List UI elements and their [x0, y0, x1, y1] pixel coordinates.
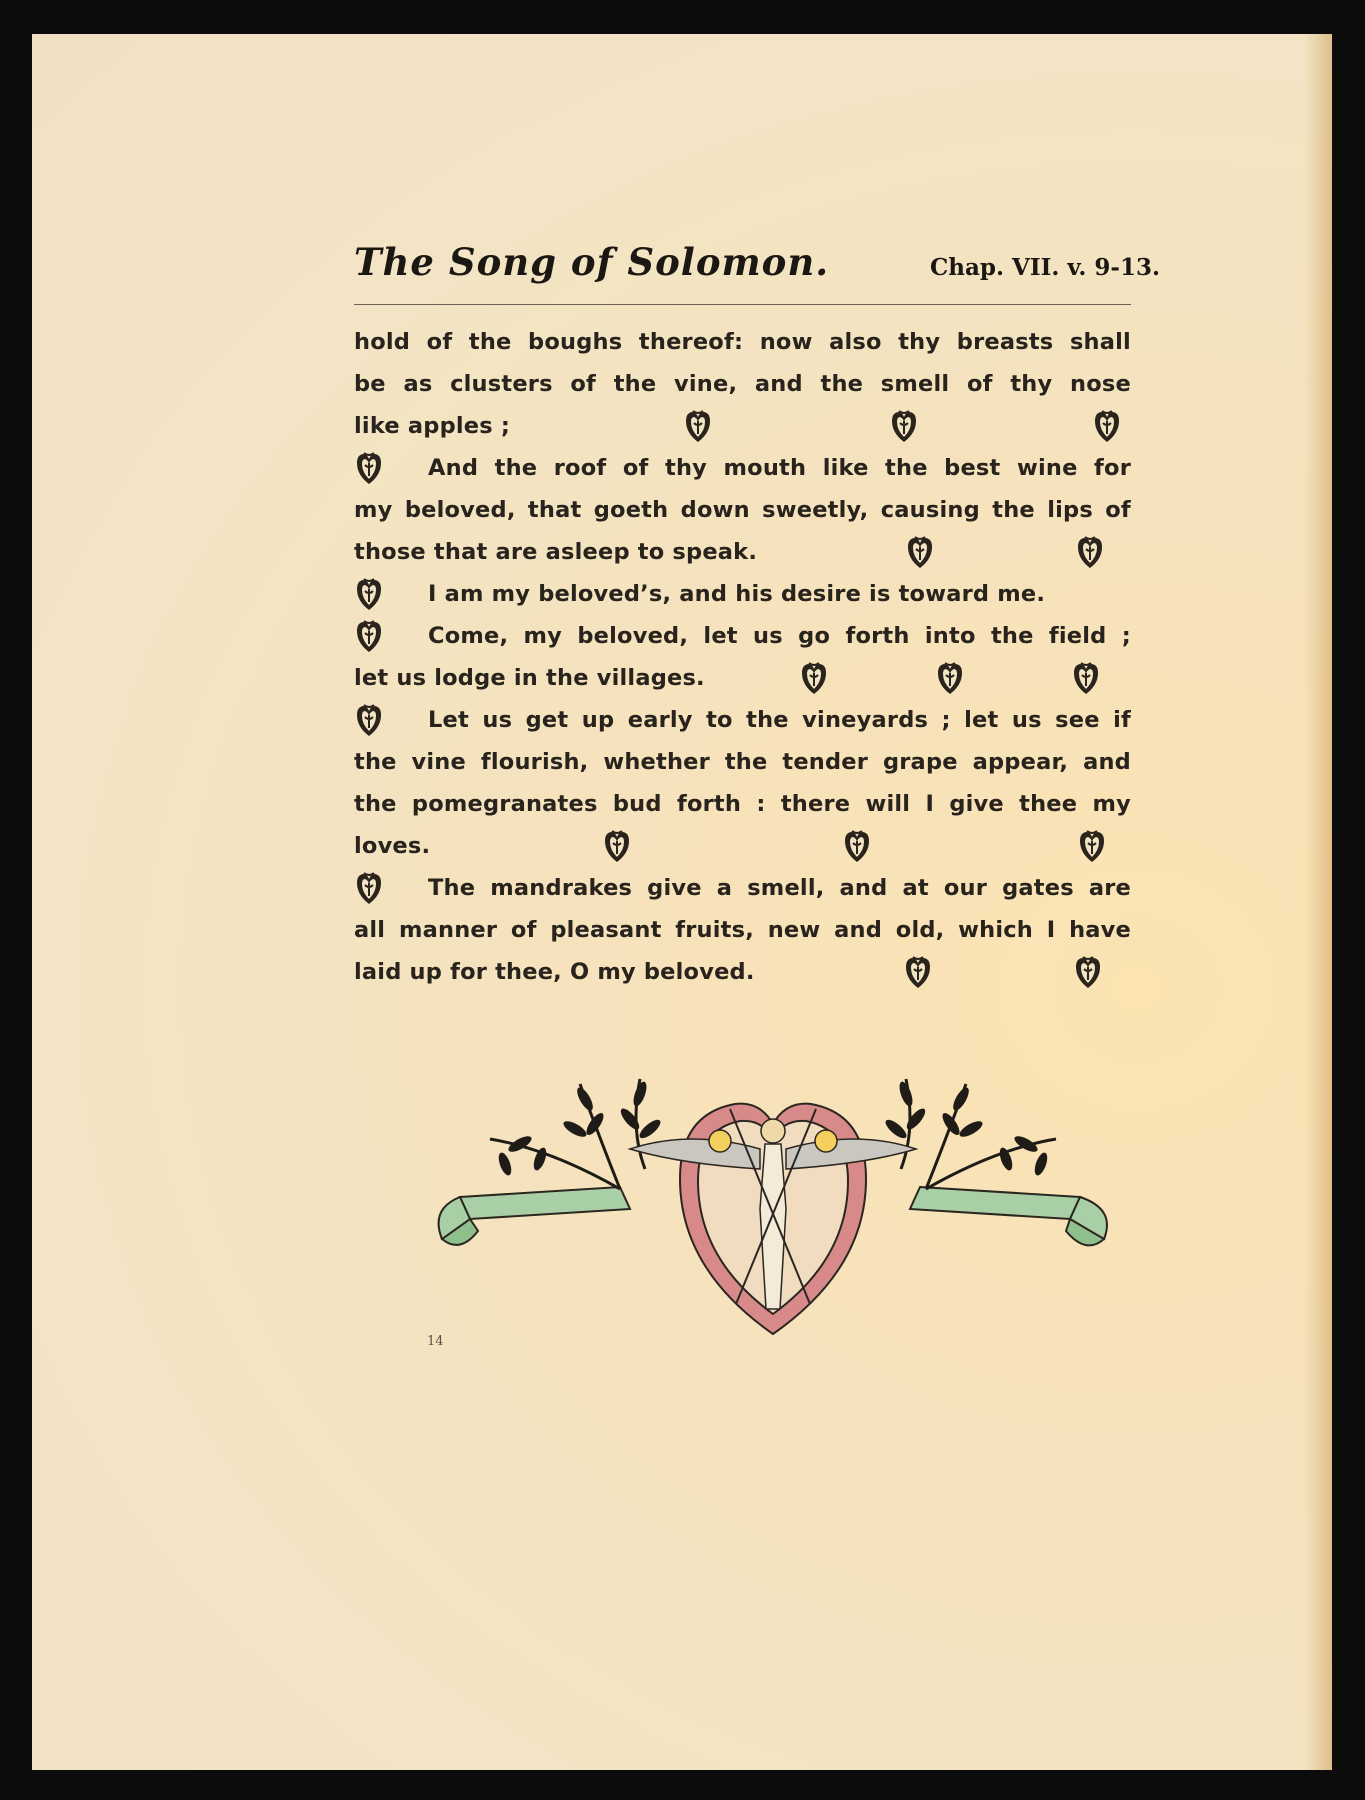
text-line: Come, my beloved, let us go forth into the field ; — [354, 615, 1131, 657]
word: I — [925, 791, 935, 817]
word: nose — [1070, 371, 1131, 397]
word: tender — [782, 749, 869, 775]
word: the — [992, 497, 1035, 523]
word: thy — [898, 329, 941, 355]
word: vine, — [674, 371, 738, 397]
word: lips — [1047, 497, 1093, 523]
word: thee — [1019, 791, 1078, 817]
fleuron-icon — [1071, 661, 1101, 695]
word: the — [724, 749, 768, 775]
text-line: And the roof of thy mouth like the best wine for — [354, 447, 1131, 489]
word: give — [949, 791, 1004, 817]
word: that — [527, 497, 582, 523]
word: the — [354, 749, 397, 775]
word: pleasant — [550, 917, 662, 943]
text-line: loves. — [354, 825, 1131, 867]
word: have — [1069, 917, 1131, 943]
word: of — [510, 917, 537, 943]
text-line — [354, 489, 1131, 531]
word: the — [613, 371, 657, 397]
word: sweetly, — [762, 497, 869, 523]
fleuron-icon — [354, 619, 384, 653]
word: bud — [612, 791, 662, 817]
word: be — [354, 371, 386, 397]
word: of — [570, 371, 597, 397]
word: thy — [1010, 371, 1053, 397]
word: hold — [354, 329, 411, 355]
word: I — [1046, 917, 1056, 943]
word: old, — [895, 917, 945, 943]
fleuron-icon — [1092, 409, 1122, 443]
text-line: The mandrakes give a smell, and at our gates are — [354, 867, 1131, 909]
text-line — [354, 363, 1131, 405]
fleuron-icon — [354, 703, 384, 737]
word: boughs — [528, 329, 623, 355]
word: as — [403, 371, 433, 397]
word: shall — [1069, 329, 1131, 355]
word: and — [754, 371, 803, 397]
text-line — [354, 321, 1131, 363]
fleuron-icon — [354, 871, 384, 905]
word: manner — [398, 917, 498, 943]
book-page — [32, 34, 1332, 1770]
word: all — [354, 917, 386, 943]
word: causing — [880, 497, 980, 523]
fleuron-icon — [354, 451, 384, 485]
word: grape — [882, 749, 958, 775]
word: clusters — [450, 371, 553, 397]
word: the — [354, 791, 397, 817]
angel-vignette-illustration — [430, 1069, 1116, 1341]
word: pomegranates — [411, 791, 598, 817]
word: and — [834, 917, 883, 943]
page-number: 14 — [427, 1334, 444, 1349]
word: : — [756, 791, 766, 817]
word: the — [468, 329, 512, 355]
page-edge-shadow — [1304, 34, 1332, 1770]
word: of — [1105, 497, 1131, 523]
word: fruits, — [675, 917, 754, 943]
word: now — [759, 329, 813, 355]
word: also — [829, 329, 882, 355]
fleuron-icon — [889, 409, 919, 443]
word: my — [1092, 791, 1131, 817]
fleuron-icon — [842, 829, 872, 863]
word: forth — [676, 791, 742, 817]
word: vine — [411, 749, 466, 775]
scripture-text — [354, 321, 1131, 993]
chapter-reference: Chap. VII. v. 9-13. — [929, 254, 1160, 281]
text-line: like apples ; — [354, 405, 1131, 447]
text-line — [354, 741, 1131, 783]
fleuron-icon — [1075, 535, 1105, 569]
word: flourish, — [480, 749, 589, 775]
fleuron-icon — [799, 661, 829, 695]
fleuron-icon — [935, 661, 965, 695]
word: of — [426, 329, 453, 355]
text-line: I am my beloved’s, and his desire is toward me. — [354, 573, 1131, 615]
text-line — [354, 909, 1131, 951]
running-title: The Song of Solomon. — [354, 240, 830, 284]
word: beloved, — [404, 497, 516, 523]
word: the — [820, 371, 864, 397]
fleuron-icon — [354, 577, 384, 611]
fleuron-icon — [905, 535, 935, 569]
text-line: those that are asleep to speak. — [354, 531, 1131, 573]
word: breasts — [956, 329, 1054, 355]
fleuron-icon — [602, 829, 632, 863]
word: thereof: — [638, 329, 744, 355]
fleuron-icon — [683, 409, 713, 443]
text-line: Let us get up early to the vineyards ; let us see if — [354, 699, 1131, 741]
word: new — [767, 917, 821, 943]
word: there — [780, 791, 851, 817]
word: smell — [880, 371, 950, 397]
text-line — [354, 783, 1131, 825]
word: goeth — [593, 497, 669, 523]
word: will — [865, 791, 911, 817]
word: of — [967, 371, 993, 397]
text-line: let us lodge in the villages. — [354, 657, 1131, 699]
fleuron-icon — [1077, 829, 1107, 863]
text-line: laid up for thee, O my beloved. — [354, 951, 1131, 993]
word: and — [1083, 749, 1131, 775]
header-rule — [354, 304, 1131, 305]
word: which — [958, 917, 1034, 943]
word: whether — [603, 749, 710, 775]
fleuron-icon — [903, 955, 933, 989]
word: appear, — [972, 749, 1069, 775]
fleuron-icon — [1073, 955, 1103, 989]
word: down — [680, 497, 750, 523]
word: my — [354, 497, 393, 523]
